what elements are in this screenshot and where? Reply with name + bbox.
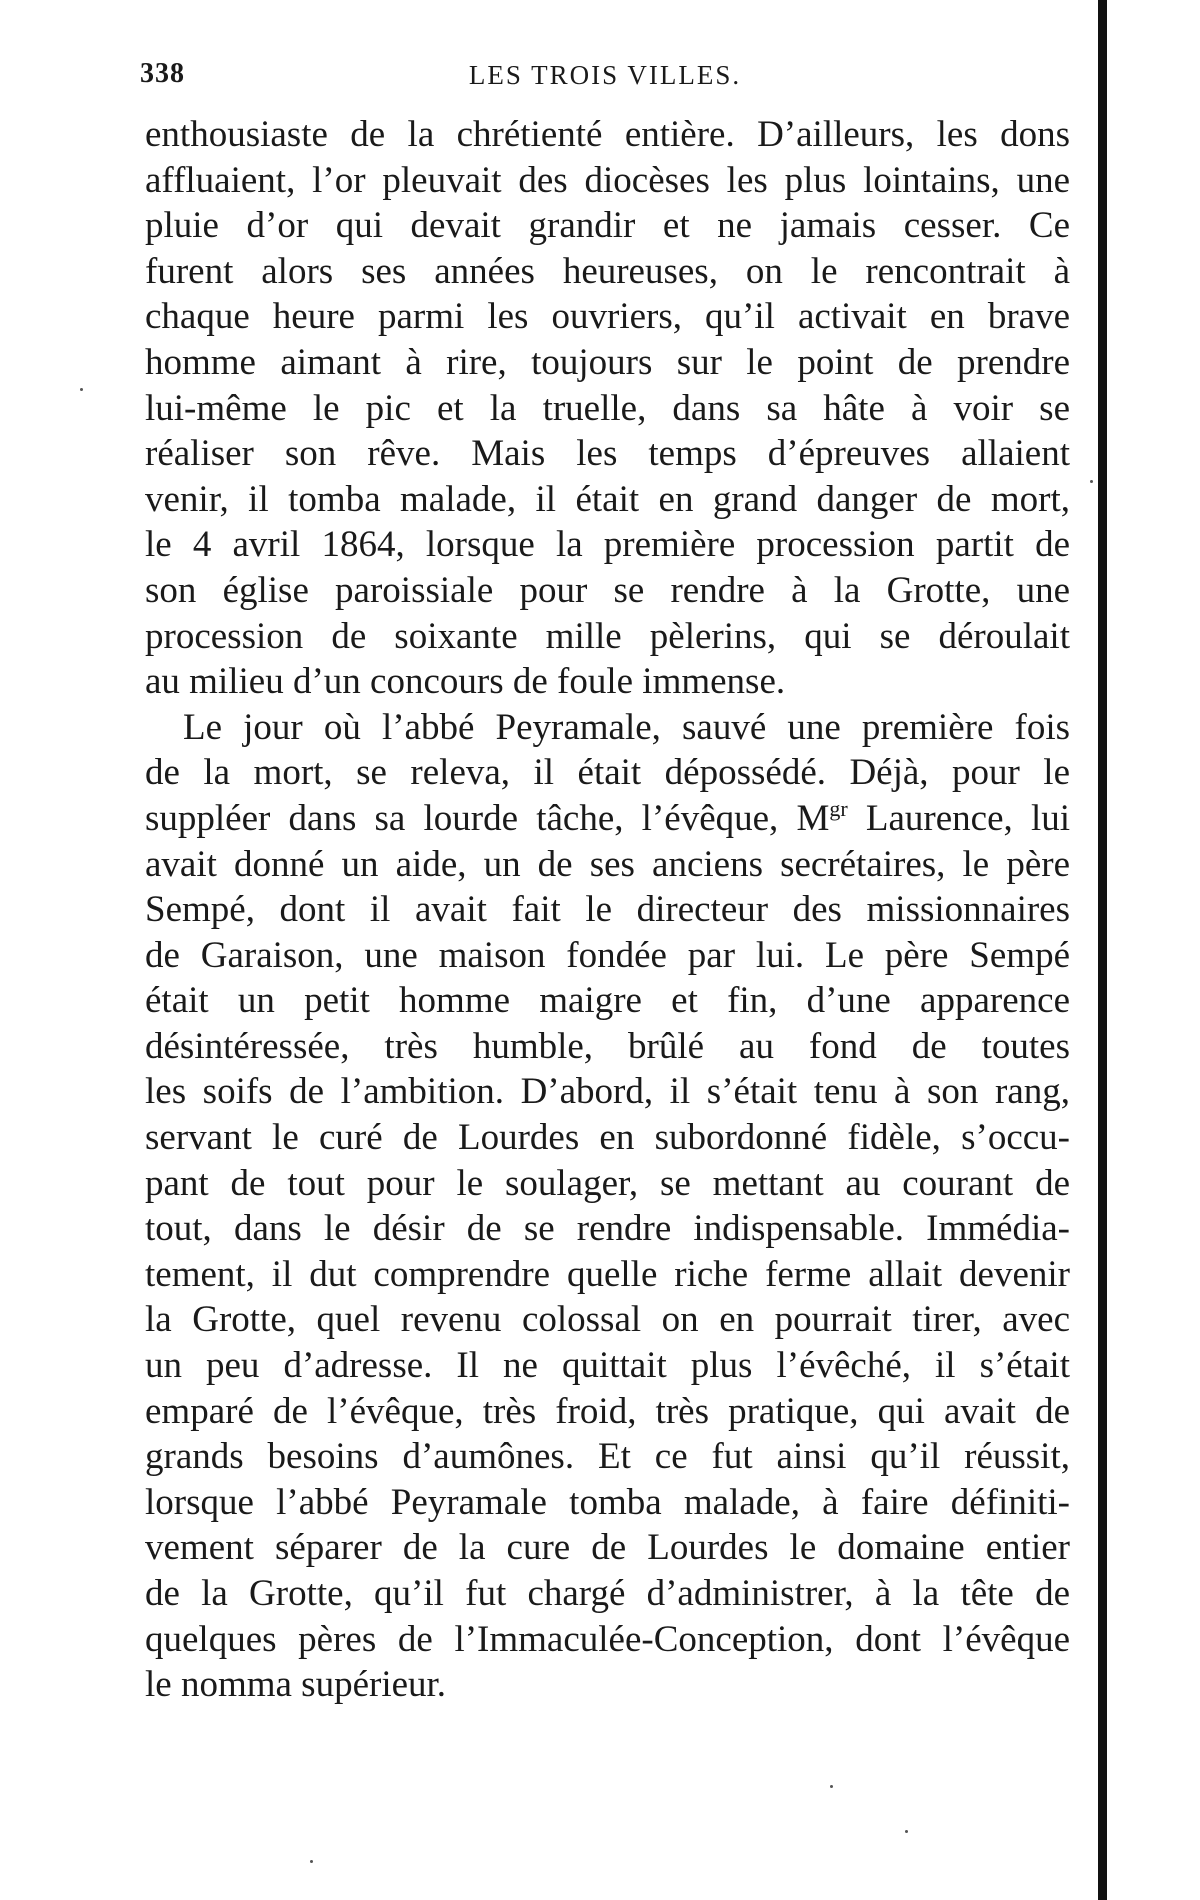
text-line: grands besoins d’aumônes. Et ce fut ainsi qu’il réussit,	[145, 1436, 1070, 1478]
text-line: affluaient, l’or pleuvait des diocèses les plus lointains, une	[145, 159, 1070, 201]
text-line: tement, il dut comprendre quelle riche ferme allait devenir	[145, 1253, 1070, 1295]
text-line: pluie d’or qui devait grandir et ne jamais cesser. Ce	[145, 205, 1070, 247]
text-line: le 4 avril 1864, lorsque la première procession partit de	[145, 524, 1070, 566]
text-line: emparé de l’évêque, très froid, très pratique, qui avait de	[145, 1390, 1070, 1432]
text-line: de la Grotte, qu’il fut chargé d’administrer, à la tête de	[145, 1573, 1070, 1614]
scan-speck	[80, 388, 83, 391]
text-line: lorsque l’abbé Peyramale tomba malade, à faire définiti-	[145, 1481, 1070, 1523]
text-line-with-title	[145, 796, 1070, 842]
page-edge-rule	[1098, 0, 1107, 1900]
text-line: quelques pères de l’Immaculée-Conception, dont l’évêque	[145, 1618, 1070, 1660]
text-line: vement séparer de la cure de Lourdes le domaine entier	[145, 1527, 1070, 1569]
page-number: 338	[140, 58, 185, 89]
text-line: homme aimant à rire, toujours sur le point de prendre	[145, 341, 1070, 383]
text-line: désintéressée, très humble, brûlé au fond de toutes	[145, 1025, 1070, 1067]
text-line: venir, il tomba malade, il était en grand danger de mort,	[145, 478, 1070, 520]
text-line: un peu d’adresse. Il ne quittait plus l’évêché, il s’était	[145, 1345, 1070, 1387]
scan-speck	[905, 1830, 908, 1833]
text-line: de Garaison, une maison fondée par lui. Le père Sempé	[145, 934, 1070, 976]
text-line: avait donné un aide, un de ses anciens secrétaires, le père	[145, 843, 1070, 885]
text-line: Sempé, dont il avait fait le directeur des missionnaires	[145, 889, 1070, 931]
running-title: LES TROIS VILLES.	[468, 60, 742, 90]
text-run: Laurence, lui	[847, 797, 1070, 839]
text-line: la Grotte, quel revenu colossal on en pourrait tirer, avec	[145, 1299, 1070, 1341]
body-text	[145, 112, 1070, 1708]
text-line: était un petit homme maigre et fin, d’une apparence	[145, 980, 1070, 1022]
text-line: lui-même le pic et la truelle, dans sa hâte à voir se	[145, 387, 1070, 429]
text-line: de la mort, se releva, il était dépossédé. Déjà, pour le	[145, 752, 1070, 794]
text-line: le nomma supérieur.	[145, 1664, 447, 1706]
text-line: procession de soixante mille pèlerins, qui se déroulait	[145, 615, 1070, 657]
paragraph-2	[145, 705, 1070, 1708]
text-line: chaque heure parmi les ouvriers, qu’il activait en brave	[145, 296, 1070, 338]
paragraph-1	[145, 112, 1070, 705]
text-run: suppléer dans sa lourde tâche, l’évêque,	[145, 797, 779, 839]
text-line: furent alors ses années heureuses, on le rencontrait à	[145, 250, 1070, 292]
text-line: pant de tout pour le soulager, se mettant au courant de	[145, 1162, 1070, 1204]
title-superscript: gr	[829, 795, 848, 821]
text-line: les soifs de l’ambition. D’abord, il s’était tenu à son rang,	[145, 1071, 1070, 1113]
text-line: servant le curé de Lourdes en subordonné fidèle, s’occu-	[145, 1117, 1070, 1159]
text-line: réaliser son rêve. Mais les temps d’épreuves allaient	[145, 433, 1070, 475]
scan-speck	[830, 1785, 833, 1788]
scan-speck	[1090, 480, 1093, 483]
text-line: son église paroissiale pour se rendre à la Grotte, une	[145, 569, 1070, 611]
text-line: Le jour où l’abbé Peyramale, sauvé une première fois	[183, 706, 1070, 748]
page-header	[140, 58, 1070, 98]
scan-speck	[310, 1860, 313, 1863]
title-abbrev: M	[796, 797, 830, 839]
text-line: enthousiaste de la chrétienté entière. D’ailleurs, les dons	[145, 114, 1070, 155]
text-line: au milieu d’un concours de foule immense.	[145, 661, 786, 703]
text-line: tout, dans le désir de se rendre indispensable. Immédia-	[145, 1208, 1070, 1250]
